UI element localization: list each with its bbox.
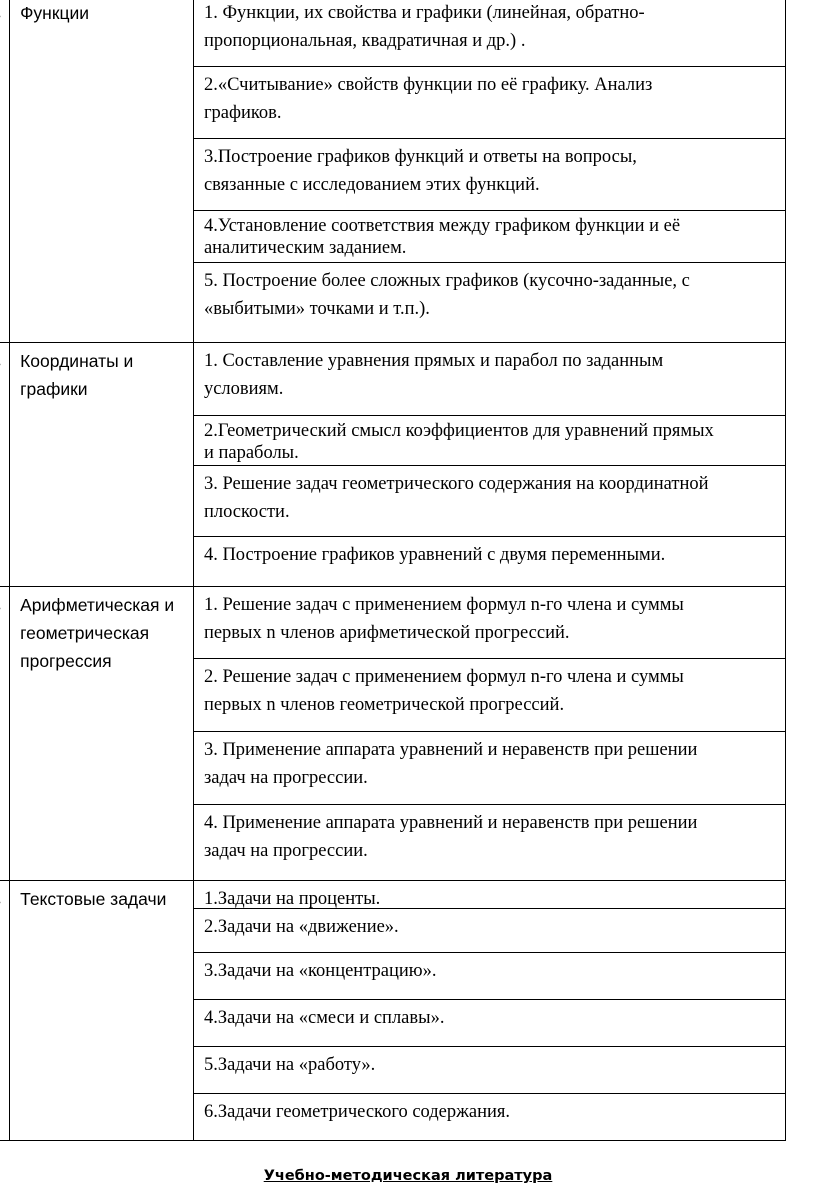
section-number <box>0 881 10 1141</box>
section-items <box>193 0 785 343</box>
section-topic: Арифметическая и геометрическая прогрессия <box>10 587 194 881</box>
list-item: 1.Задачи на проценты. <box>194 881 785 909</box>
literature-heading: Учебно-методическая литература <box>263 1168 553 1184</box>
section-items <box>193 587 785 881</box>
list-item: 3. Применение аппарата уравнений и неравенств при решении задач на прогрессии. <box>194 732 785 805</box>
section-row <box>0 587 786 881</box>
list-item: 3. Решение задач геометрического содержания на координатной плоскости. <box>194 466 785 537</box>
section-number <box>0 343 10 587</box>
section-topic: Координаты и графики <box>10 343 194 587</box>
list-item: 3.Построение графиков функций и ответы на вопросы, связанные с исследованием этих функций. <box>194 139 785 211</box>
section-topic: Текстовые задачи <box>10 881 194 1141</box>
list-item: 3.Задачи на «концентрацию». <box>194 953 785 1000</box>
section-number <box>0 587 10 881</box>
section-items <box>193 881 785 1141</box>
list-item: 2.Геометрический смысл коэффициентов для уравнений прямых и параболы. <box>194 416 785 466</box>
list-item: 2. Решение задач с применением формул n-го члена и суммы первых n членов геометрической прогрессий. <box>194 659 785 732</box>
list-item: 2.Задачи на «движение». <box>194 909 785 953</box>
list-item: 1. Составление уравнения прямых и парабол по заданным условиям. <box>194 343 785 416</box>
section-topic: Функции <box>10 0 194 343</box>
section-items <box>193 343 785 587</box>
list-item: 4. Применение аппарата уравнений и неравенств при решении задач на прогрессии. <box>203 813 698 861</box>
section-row <box>0 343 786 587</box>
list-item: 1. Функции, их свойства и графики (линейная, обратно- пропорциональная, квадратичная и др.) . <box>194 0 785 67</box>
list-item: 2.«Считывание» свойств функции по её графику. Анализ графиков. <box>194 67 785 139</box>
list-item: 1. Решение задач с применением формул n-го члена и суммы первых n членов арифметической прогрессий. <box>194 587 785 659</box>
list-item: 4.Установление соответствия между графиком функции и её аналитическим заданием. <box>194 211 785 263</box>
section-row <box>0 0 786 343</box>
list-item: 5.Задачи на «работу». <box>194 1047 785 1094</box>
section-row <box>0 881 786 1141</box>
section-number <box>0 0 10 343</box>
list-item: 5. Построение более сложных графиков (кусочно-заданные, с «выбитыми» точками и т.п.). <box>203 271 690 319</box>
list-item: 4. Построение графиков уравнений с двумя переменными. <box>203 545 666 565</box>
list-item: 4.Задачи на «смеси и сплавы». <box>194 1000 785 1047</box>
list-item: 6.Задачи геометрического содержания. <box>203 1102 511 1122</box>
